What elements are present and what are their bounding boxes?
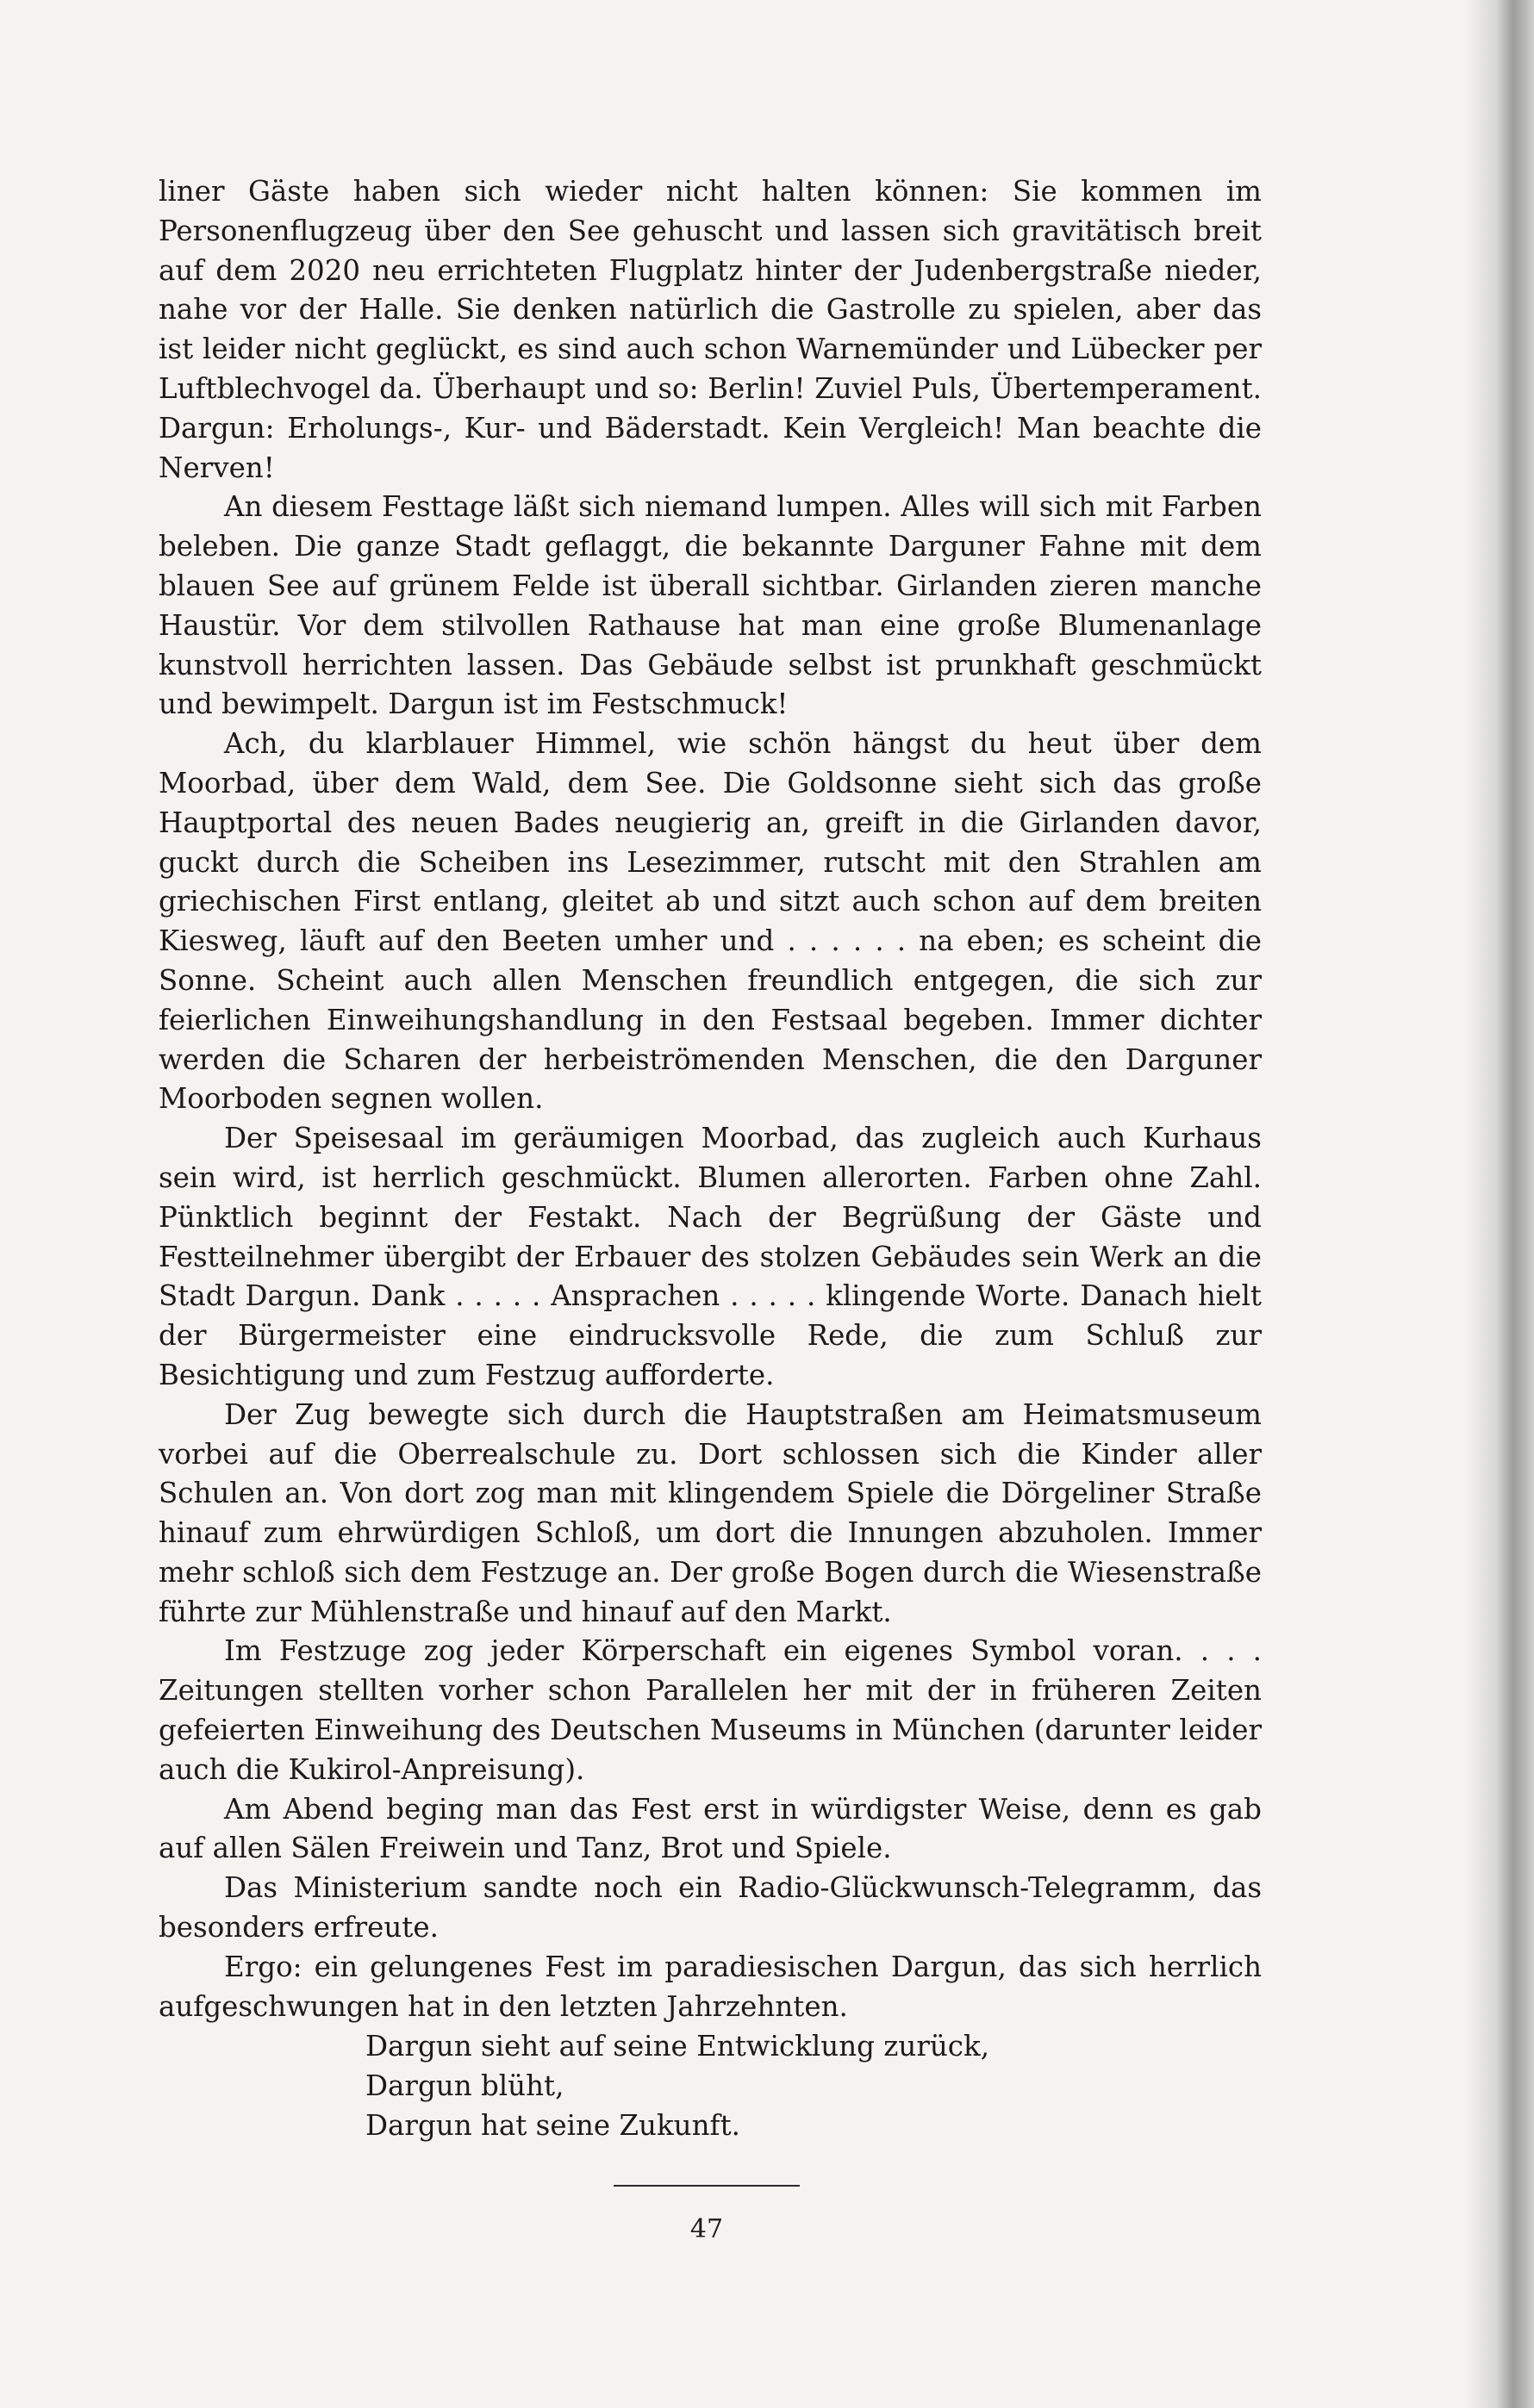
verse-line-1: Dargun sieht auf seine Entwicklung zurück,: [365, 2030, 990, 2063]
paragraph-1: liner Gäste haben sich wieder nicht halten können: Sie kommen im Personenflugzeug über den See gehuscht und lassen sich gravitätisch breit auf dem 2020 neu errichteten Flugplatz hinter der Judenbergstraße nieder, nahe vor der Halle. Sie denken natürlich die Gastrolle zu spielen, aber das ist leider nicht geglückt, es sind auch schon Warnemünder und Lübecker per Luftblechvogel da. Überhaupt und so: Berlin! Zuviel Puls, Übertemperament. Dargun: Erholungs-, Kur- und Bäderstadt. Kein Vergleich! Man beachte die Nerven!: [159, 175, 1262, 484]
verse-line-2: Dargun blüht,: [365, 2069, 564, 2103]
verse-line-3: Dargun hat seine Zukunft.: [365, 2109, 740, 2143]
paragraph-8: Das Ministerium sandte noch ein Radio-Glückwunsch-Telegramm, das besonders erfreute.: [159, 1871, 1262, 1944]
body-text: [159, 172, 1262, 2145]
paragraph-3: Ach, du klarblauer Himmel, wie schön hängst du heut über dem Moorbad, über dem Wald, dem See. Die Goldsonne sieht sich das große Hauptportal des neuen Bades neugierig an, greift in die Girlanden davor, guckt durch die Scheiben ins Lesezimmer, rutscht mit den Strahlen am griechischen First entlang, gleitet ab und sitzt auch schon auf dem breiten Kiesweg, läuft auf den Beeten umher und . . . . . . na eben; es scheint die Sonne. Scheint auch allen Menschen freundlich entgegen, die sich zur feierlichen Einweihungshandlung in den Festsaal begeben. Immer dichter werden die Scharen der herbeiströmenden Menschen, die den Darguner Moorboden segnen wollen.: [159, 727, 1262, 1116]
paragraph-2: An diesem Festtage läßt sich niemand lumpen. Alles will sich mit Farben beleben. Die ganze Stadt geflaggt, die bekannte Darguner Fahne mit dem blauen See auf grünem Felde ist überall sichtbar. Girlanden zieren manche Haustür. Vor dem stilvollen Rathause hat man eine große Blumenanlage kunstvoll herrichten lassen. Das Gebäude selbst ist prunkhaft geschmückt und bewimpelt. Dargun ist im Festschmuck!: [159, 490, 1262, 721]
footer-rule: [614, 2185, 800, 2187]
page-number: 47: [689, 2214, 724, 2244]
closing-verse: [365, 2026, 1262, 2145]
paragraph-4: Der Speisesaal im geräumigen Moorbad, das zugleich auch Kurhaus sein wird, ist herrlich geschmückt. Blumen allerorten. Farben ohne Zahl. Pünktlich beginnt der Festakt. Nach der Begrüßung der Gäste und Festteilnehmer übergibt der Erbauer des stolzen Gebäudes sein Werk an die Stadt Dargun. Dank . . . . . Ansprachen . . . . . klingende Worte. Danach hielt der Bürgermeister eine eindrucksvolle Rede, die zum Schluß zur Besichtigung und zum Festzug aufforderte.: [159, 1122, 1262, 1391]
page-edge-shadow: [1465, 0, 1534, 2408]
paragraph-6: Im Festzuge zog jeder Körperschaft ein eigenes Symbol voran. . . . Zeitungen stellten vorher schon Parallelen her mit der in früheren Zeiten gefeierten Einweihung des Deutschen Museums in München (darunter leider auch die Kukirol-Anpreisung).: [159, 1634, 1262, 1786]
paragraph-9: Ergo: ein gelungenes Fest im paradiesischen Dargun, das sich herrlich aufgeschwungen hat in den letzten Jahrzehnten.: [159, 1950, 1262, 2023]
paragraph-7: Am Abend beging man das Fest erst in würdigster Weise, denn es gab auf allen Sälen Freiwein und Tanz, Brot und Spiele.: [159, 1792, 1262, 1865]
paragraph-5: Der Zug bewegte sich durch die Hauptstraßen am Heimatsmuseum vorbei auf die Oberrealschule zu. Dort schlossen sich die Kinder aller Schulen an. Von dort zog man mit klingendem Spiele die Dörgeliner Straße hinauf zum ehrwürdigen Schloß, um dort die Innungen abzuholen. Immer mehr schloß sich dem Festzuge an. Der große Bogen durch die Wiesenstraße führte zur Mühlenstraße und hinauf auf den Markt.: [159, 1397, 1262, 1628]
